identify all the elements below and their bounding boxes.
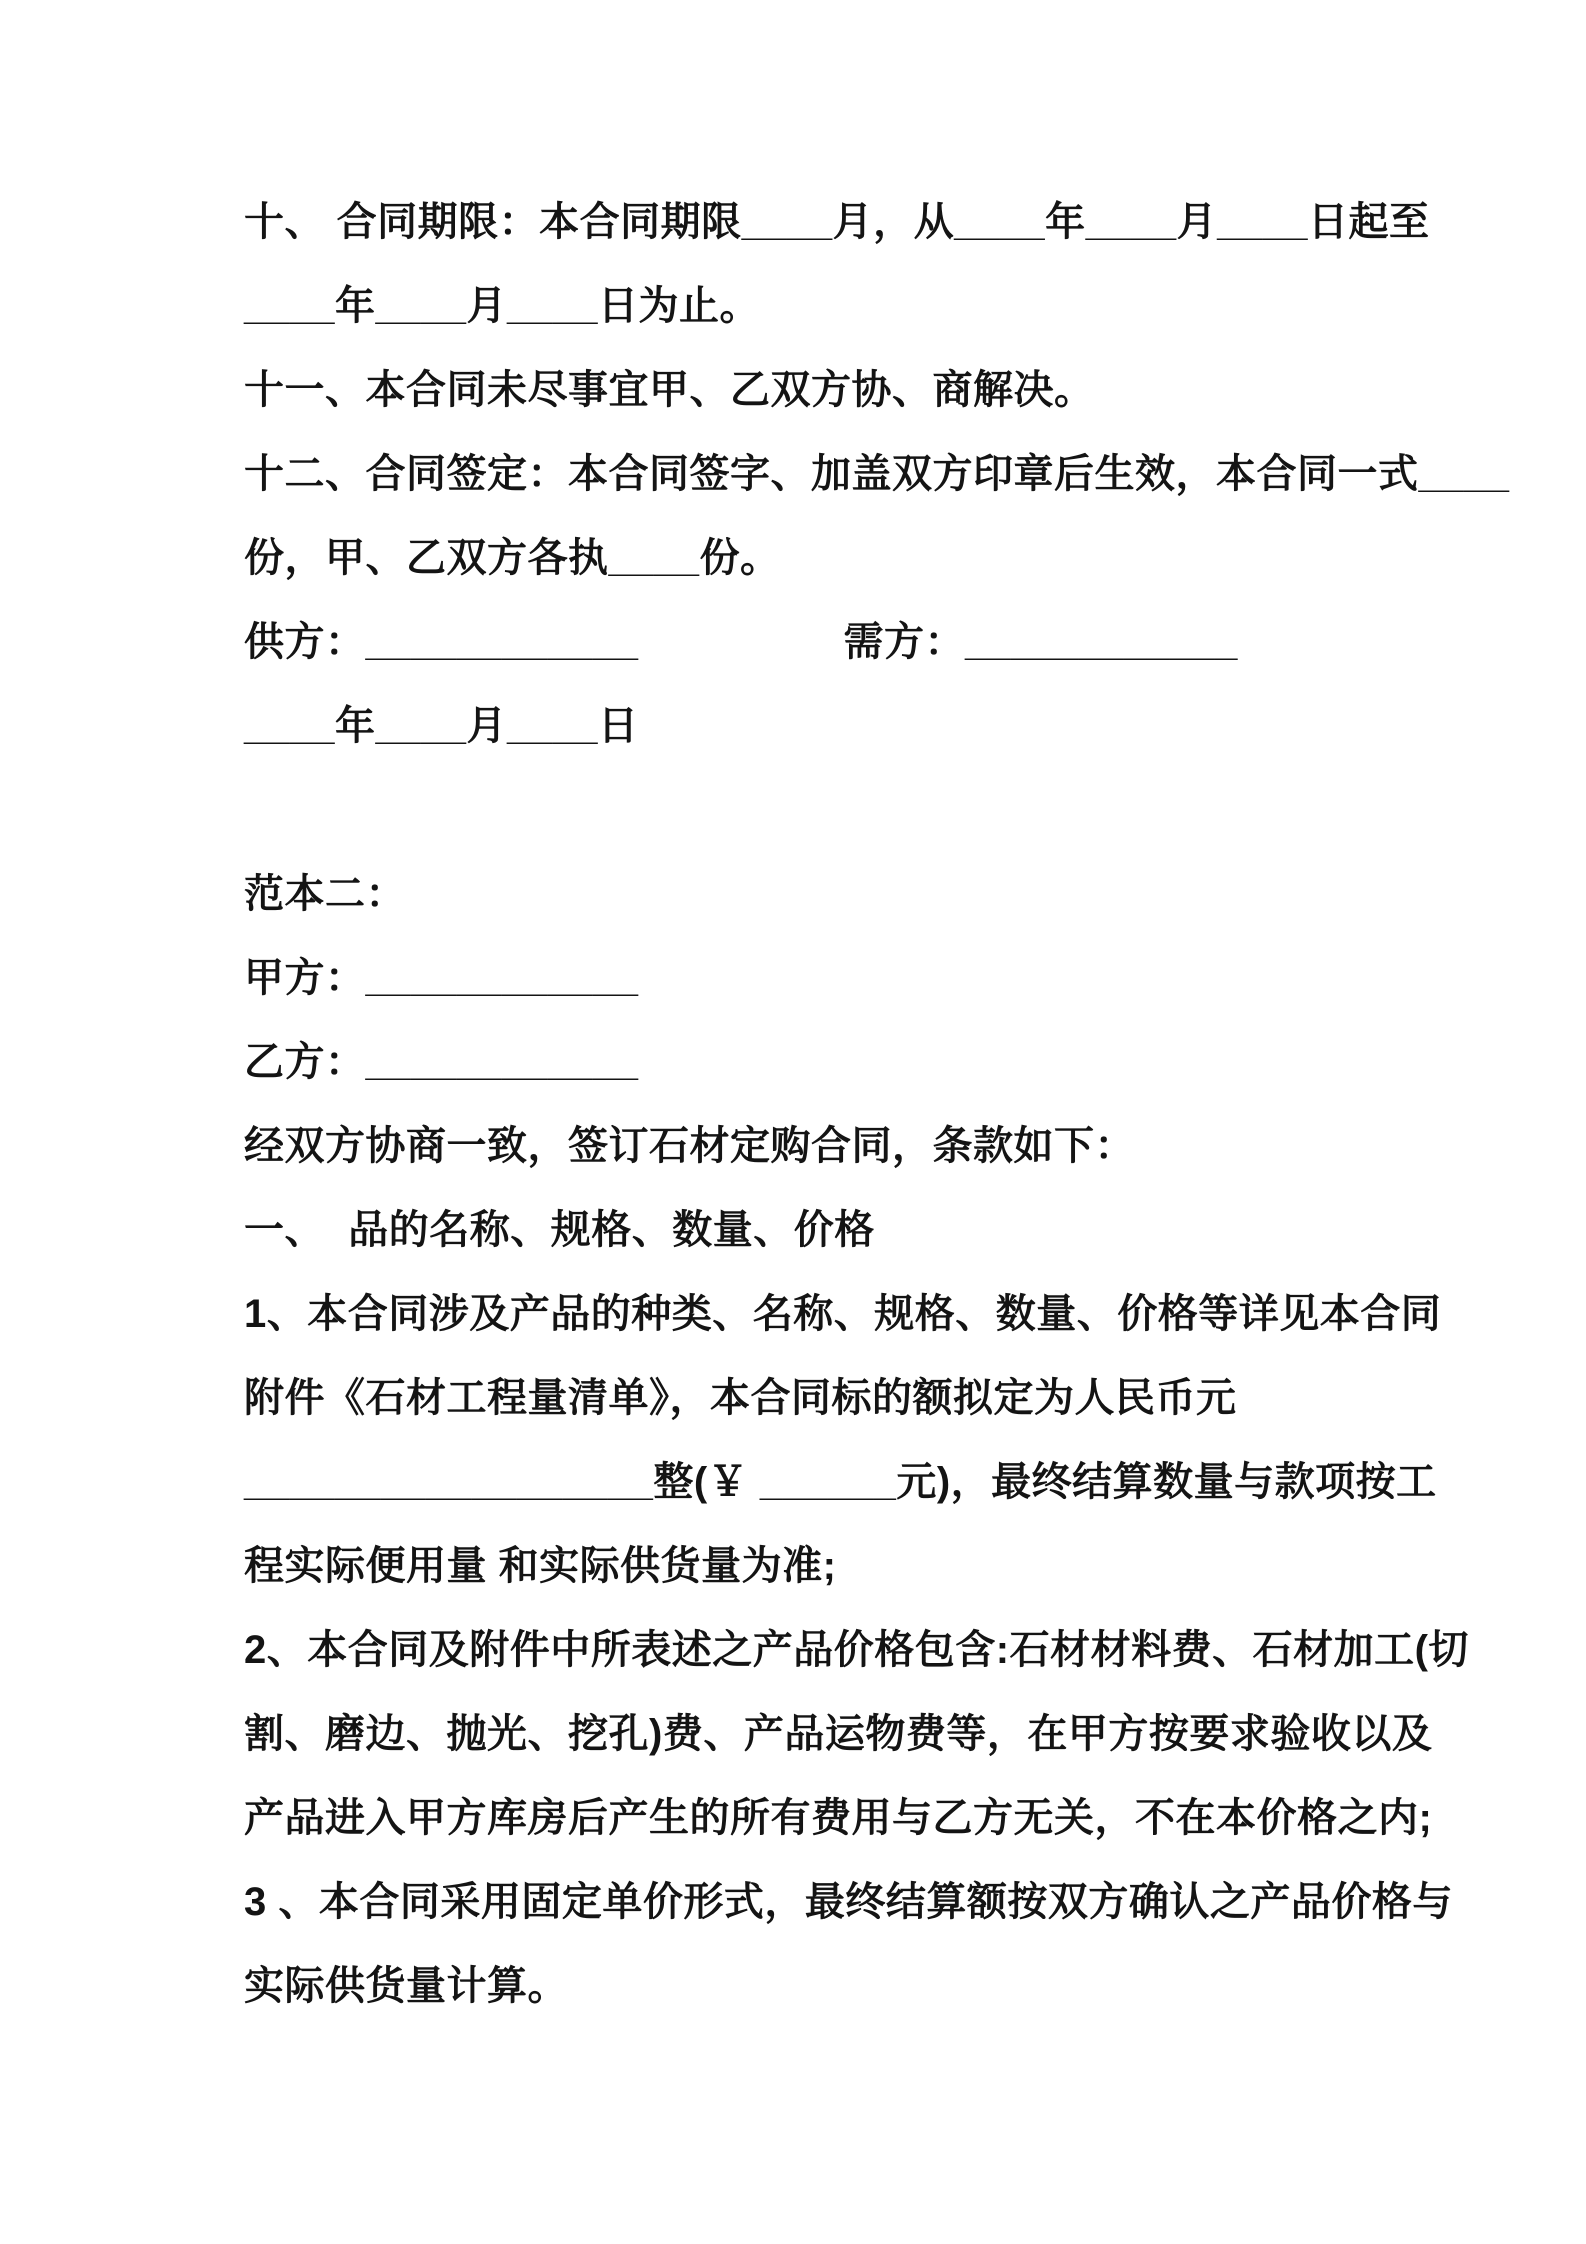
document-body: [244, 180, 1510, 2028]
document-line: [244, 1524, 1350, 1608]
document-line: [244, 1692, 1433, 1776]
document-line: [244, 1104, 1350, 1188]
line-text: 十、 合同期限：本合同期限____月，从____年____月____日起至: [244, 200, 1430, 244]
document-line: [244, 348, 1350, 432]
document-line: [244, 1020, 1350, 1104]
document-line: [244, 1944, 1350, 2028]
line-text: 割、磨边、抛光、挖孔)费、产品运物费等，在甲方按要求验收以及: [244, 1712, 1433, 1756]
line-text: 经双方协商一致，签订石材定购合同，条款如下：: [244, 1124, 1135, 1168]
line-text: 供方：____________: [244, 620, 639, 664]
document-line: [244, 684, 1350, 768]
document-line: [244, 264, 1350, 348]
line-text: 1、本合同涉及产品的种类、名称、规格、数量、价格等详见本合同: [244, 1292, 1442, 1336]
line-text: 十二、合同签定：本合同签字、加盖双方印章后生效，本合同一式____: [244, 452, 1510, 496]
line-text: 范本二：: [244, 872, 406, 916]
document-line: [244, 852, 1350, 936]
line-text: 甲方：____________: [244, 956, 639, 1000]
document-line: [244, 1860, 1453, 1944]
column-spacer: [638, 654, 843, 655]
line-text: ____年____月____日: [244, 704, 639, 748]
document-line: [244, 432, 1510, 516]
line-text: 乙方：____________: [244, 1040, 639, 1084]
line-text: 2、本合同及附件中所表述之产品价格包含:石材材料费、石材加工(切: [244, 1628, 1469, 1672]
document-line: [244, 1440, 1437, 1524]
line-text: __________________整(￥ ______元)，最终结算数量与款项按工: [244, 1460, 1437, 1504]
document-line: [244, 600, 1350, 684]
line-text: 产品进入甲方库房后产生的所有费用与乙方无关，不在本价格之内;: [244, 1796, 1433, 1840]
blank-line: [244, 768, 1350, 852]
line-text: 3 、本合同采用固定单价形式，最终结算额按双方确认之产品价格与: [244, 1880, 1453, 1924]
document-line: [244, 1188, 1350, 1272]
line-text: 份，甲、乙双方各执____份。: [244, 536, 781, 580]
line-text: ____年____月____日为止。: [244, 284, 760, 328]
document-line: [244, 936, 1350, 1020]
document-line: [244, 1776, 1433, 1860]
line-text: 十一、本合同未尽事宜甲、乙双方协、商解决。: [244, 368, 1095, 412]
line-text: 程实际便用量 和实际供货量为准;: [244, 1544, 837, 1588]
document-line: [244, 1356, 1350, 1440]
document-line: [244, 180, 1430, 264]
document-line: [244, 1272, 1442, 1356]
line-text: 一、 品的名称、规格、数量、价格: [244, 1208, 875, 1252]
document-line: [244, 516, 1350, 600]
line-text-right: 需方：____________: [843, 620, 1238, 664]
line-text: 实际供货量计算。: [244, 1964, 568, 2008]
document-line: [244, 1608, 1469, 1692]
line-text: 附件《石材工程量清单》，本合同标的额拟定为人民币元: [244, 1376, 1237, 1420]
